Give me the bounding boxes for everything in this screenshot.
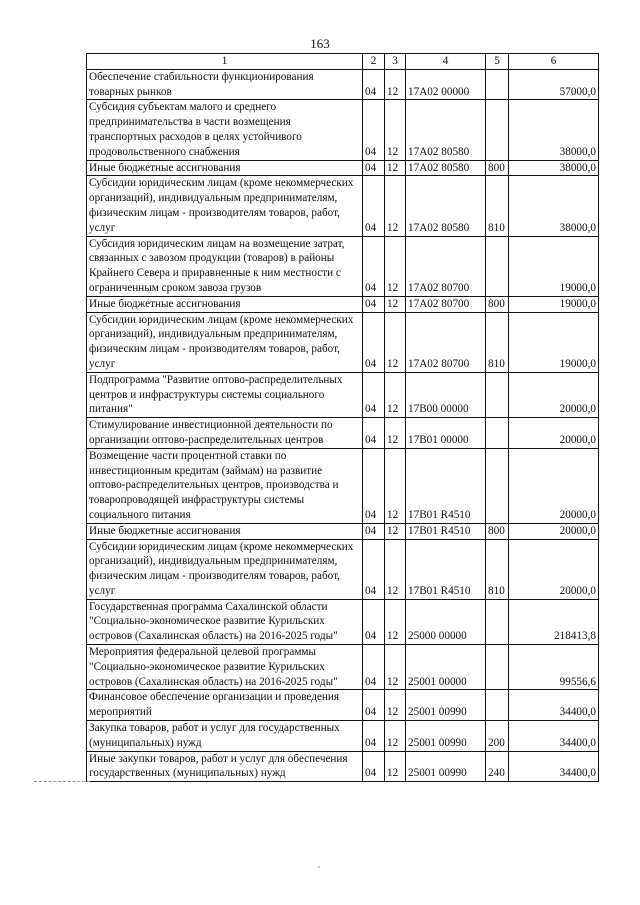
- table-row: [87, 690, 599, 721]
- table-row: [87, 751, 599, 782]
- expense-type-code: 800: [486, 296, 509, 312]
- margin-mark: [34, 781, 90, 783]
- amount: 34400,0: [509, 721, 599, 752]
- section-code: 04: [363, 599, 385, 644]
- amount: 38000,0: [509, 176, 599, 236]
- table-row: [87, 176, 599, 236]
- amount: 99556,6: [509, 645, 599, 690]
- table-row: [87, 418, 599, 449]
- header-col-3: 3: [385, 54, 406, 70]
- row-name: Иные бюджетные ассигнования: [87, 523, 363, 539]
- expense-type-code: 810: [486, 539, 509, 599]
- amount: 38000,0: [509, 100, 599, 160]
- table-row: [87, 312, 599, 372]
- subsection-code: 12: [385, 539, 406, 599]
- section-code: 04: [363, 176, 385, 236]
- row-name: Иные закупки товаров, работ и услуг для обеспечения государственных (муниципальных) нужд: [87, 751, 363, 782]
- amount: 218413,8: [509, 599, 599, 644]
- section-code: 04: [363, 539, 385, 599]
- table-row: [87, 69, 599, 100]
- expense-type-code: [486, 236, 509, 296]
- expense-type-code: [486, 645, 509, 690]
- target-article-code: 25001 00000: [406, 645, 486, 690]
- expense-type-code: [486, 418, 509, 449]
- expense-type-code: [486, 100, 509, 160]
- subsection-code: 12: [385, 372, 406, 417]
- section-code: 04: [363, 100, 385, 160]
- section-code: 04: [363, 721, 385, 752]
- subsection-code: 12: [385, 418, 406, 449]
- target-article-code: 17А02 80580: [406, 176, 486, 236]
- target-article-code: 17А02 80580: [406, 100, 486, 160]
- target-article-code: 25001 00990: [406, 751, 486, 782]
- table-row: [87, 372, 599, 417]
- subsection-code: 12: [385, 751, 406, 782]
- target-article-code: 17В00 00000: [406, 372, 486, 417]
- amount: 20000,0: [509, 523, 599, 539]
- subsection-code: 12: [385, 160, 406, 176]
- expense-type-code: [486, 599, 509, 644]
- table-row: [87, 296, 599, 312]
- table-row: [87, 236, 599, 296]
- expense-type-code: 800: [486, 160, 509, 176]
- row-name: Обеспечение стабильности функционирования товарных рынков: [87, 69, 363, 100]
- table-row: [87, 721, 599, 752]
- amount: 57000,0: [509, 69, 599, 100]
- row-name: Возмещение части процентной ставки по инвестиционным кредитам (займам) на развитие оптово-распределительных центров, производства и товаропроводящей инфраструктуры системы социального питания: [87, 448, 363, 523]
- expense-type-code: [486, 372, 509, 417]
- table-row: [87, 645, 599, 690]
- table-row: [87, 100, 599, 160]
- section-code: 04: [363, 160, 385, 176]
- target-article-code: 17В01 00000: [406, 418, 486, 449]
- section-code: 04: [363, 523, 385, 539]
- target-article-code: 25001 00990: [406, 721, 486, 752]
- subsection-code: 12: [385, 176, 406, 236]
- amount: 38000,0: [509, 160, 599, 176]
- section-code: 04: [363, 418, 385, 449]
- row-name: Стимулирование инвестиционной деятельности по организации оптово-распределительных центров: [87, 418, 363, 449]
- amount: 20000,0: [509, 539, 599, 599]
- amount: 20000,0: [509, 418, 599, 449]
- subsection-code: 12: [385, 645, 406, 690]
- expense-type-code: 800: [486, 523, 509, 539]
- target-article-code: 17В01 R4510: [406, 539, 486, 599]
- table-row: [87, 539, 599, 599]
- row-name: Субсидии юридическим лицам (кроме некоммерческих организаций), индивидуальным предпринимателям, физическим лицам - производителям товаров, работ, услуг: [87, 539, 363, 599]
- subsection-code: 12: [385, 296, 406, 312]
- row-name: Субсидии юридическим лицам (кроме некоммерческих организаций), индивидуальным предпринимателям, физическим лицам - производителям товаров, работ, услуг: [87, 176, 363, 236]
- budget-table: [86, 53, 599, 782]
- row-name: Мероприятия федеральной целевой программы "Социально-экономическое развитие Курильских островов (Сахалинская область) на 2016-2025 годы": [87, 645, 363, 690]
- section-code: 04: [363, 312, 385, 372]
- amount: 20000,0: [509, 448, 599, 523]
- header-col-2: 2: [363, 54, 385, 70]
- expense-type-code: 240: [486, 751, 509, 782]
- target-article-code: 17А02 00000: [406, 69, 486, 100]
- scan-dot: [318, 866, 320, 868]
- subsection-code: 12: [385, 523, 406, 539]
- header-col-4: 4: [406, 54, 486, 70]
- table-header-row: [87, 54, 599, 70]
- subsection-code: 12: [385, 690, 406, 721]
- amount: 20000,0: [509, 372, 599, 417]
- table-row: [87, 448, 599, 523]
- expense-type-code: [486, 690, 509, 721]
- table-row: [87, 523, 599, 539]
- subsection-code: 12: [385, 599, 406, 644]
- target-article-code: 17А02 80700: [406, 296, 486, 312]
- subsection-code: 12: [385, 236, 406, 296]
- expense-type-code: 810: [486, 176, 509, 236]
- row-name: Закупка товаров, работ и услуг для государственных (муниципальных) нужд: [87, 721, 363, 752]
- subsection-code: 12: [385, 312, 406, 372]
- amount: 19000,0: [509, 296, 599, 312]
- row-name: Финансовое обеспечение организации и проведения мероприятий: [87, 690, 363, 721]
- header-col-1: 1: [87, 54, 363, 70]
- subsection-code: 12: [385, 448, 406, 523]
- target-article-code: 17В01 R4510: [406, 448, 486, 523]
- subsection-code: 12: [385, 721, 406, 752]
- expense-type-code: 810: [486, 312, 509, 372]
- expense-type-code: 200: [486, 721, 509, 752]
- section-code: 04: [363, 69, 385, 100]
- section-code: 04: [363, 296, 385, 312]
- row-name: Субсидия субъектам малого и среднего предпринимательства в части возмещения транспортных расходов в целях устойчивого продовольственного снабжения: [87, 100, 363, 160]
- section-code: 04: [363, 645, 385, 690]
- row-name: Иные бюджетные ассигнования: [87, 296, 363, 312]
- row-name: Субсидии юридическим лицам (кроме некоммерческих организаций), индивидуальным предпринимателям, физическим лицам - производителям товаров, работ, услуг: [87, 312, 363, 372]
- section-code: 04: [363, 372, 385, 417]
- section-code: 04: [363, 448, 385, 523]
- section-code: 04: [363, 751, 385, 782]
- target-article-code: 17А02 80700: [406, 236, 486, 296]
- section-code: 04: [363, 690, 385, 721]
- amount: 19000,0: [509, 312, 599, 372]
- target-article-code: 17В01 R4510: [406, 523, 486, 539]
- amount: 34400,0: [509, 751, 599, 782]
- row-name: Иные бюджетные ассигнования: [87, 160, 363, 176]
- target-article-code: 17А02 80580: [406, 160, 486, 176]
- header-col-6: 6: [509, 54, 599, 70]
- table-row: [87, 599, 599, 644]
- subsection-code: 12: [385, 69, 406, 100]
- subsection-code: 12: [385, 100, 406, 160]
- target-article-code: 25001 00990: [406, 690, 486, 721]
- amount: 34400,0: [509, 690, 599, 721]
- row-name: Подпрограмма "Развитие оптово-распределительных центров и инфраструктуры системы социального питания": [87, 372, 363, 417]
- expense-type-code: [486, 448, 509, 523]
- page-number: 163: [310, 36, 330, 51]
- target-article-code: 17А02 80700: [406, 312, 486, 372]
- row-name: Субсидия юридическим лицам на возмещение затрат, связанных с завозом продукции (товаров) в районы Крайнего Севера и приравненные к ним местности с ограниченным сроком завоза грузов: [87, 236, 363, 296]
- expense-type-code: [486, 69, 509, 100]
- amount: 19000,0: [509, 236, 599, 296]
- row-name: Государственная программа Сахалинской области "Социально-экономическое развитие Курильских островов (Сахалинская область) на 2016-2025 годы": [87, 599, 363, 644]
- table-row: [87, 160, 599, 176]
- section-code: 04: [363, 236, 385, 296]
- header-col-5: 5: [486, 54, 509, 70]
- target-article-code: 25000 00000: [406, 599, 486, 644]
